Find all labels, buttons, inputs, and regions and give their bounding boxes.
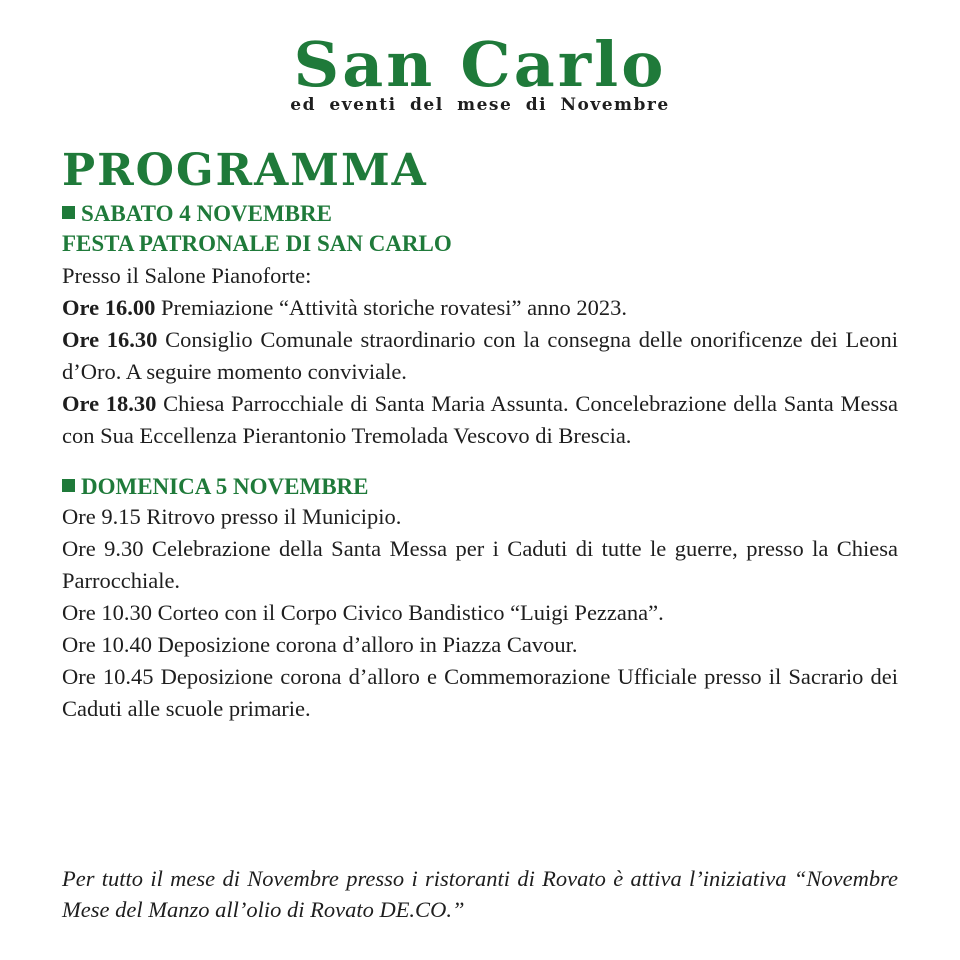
sunday-event: Ore 9.15 Ritrovo presso il Municipio. — [62, 504, 402, 529]
footer-note: Per tutto il mese di Novembre presso i ristoranti di Rovato è attiva l’iniziativa “Novembre Mese del Manzo all’olio di Rovato DE.CO.” — [62, 866, 898, 922]
saturday-day-label: SABATO 4 NOVEMBRE — [81, 201, 332, 226]
square-bullet-icon — [62, 479, 75, 492]
saturday-location: Presso il Salone Pianoforte: — [62, 263, 312, 288]
header — [0, 30, 960, 114]
event-text: Premiazione “Attività storiche rovatesi” anno 2023. — [155, 295, 628, 320]
program-section — [62, 143, 898, 725]
event-time: Ore 16.00 — [62, 295, 156, 320]
saturday-event — [62, 292, 898, 324]
sunday-day-label: DOMENICA 5 NOVEMBRE — [81, 474, 369, 499]
saturday-event — [62, 388, 898, 452]
sunday-event: Ore 10.45 Deposizione corona d’alloro e Commemorazione Ufficiale presso il Sacrario dei Caduti alle scuole primarie. — [62, 664, 898, 721]
square-bullet-icon — [62, 206, 75, 219]
event-time: Ore 16.30 — [62, 327, 158, 352]
sunday-event: Ore 10.30 Corteo con il Corpo Civico Bandistico “Luigi Pezzana”. — [62, 600, 664, 625]
section-spacer — [62, 452, 898, 472]
sunday-heading — [62, 472, 898, 501]
saturday-event — [62, 324, 898, 388]
festival-title: FESTA PATRONALE DI SAN CARLO — [62, 231, 452, 256]
sunday-event: Ore 10.40 Deposizione corona d’alloro in Piazza Cavour. — [62, 632, 578, 657]
event-text: Chiesa Parrocchiale di Santa Maria Assunta. Concelebrazione della Santa Messa con Sua Eccellenza Pierantonio Tremolada Vescovo di Brescia. — [62, 391, 898, 448]
page-title: San Carlo — [293, 28, 667, 101]
sunday-event: Ore 9.30 Celebrazione della Santa Messa per i Caduti di tutte le guerre, presso la Chiesa Parrocchiale. — [62, 536, 898, 593]
program-heading: PROGRAMMA — [62, 145, 428, 196]
event-time: Ore 18.30 — [62, 391, 157, 416]
page-subtitle: ed eventi del mese di Novembre — [290, 95, 670, 115]
event-text: Consiglio Comunale straordinario con la consegna delle onorificenze dei Leoni d’Oro. A seguire momento conviviale. — [62, 327, 898, 384]
saturday-heading — [62, 199, 898, 228]
